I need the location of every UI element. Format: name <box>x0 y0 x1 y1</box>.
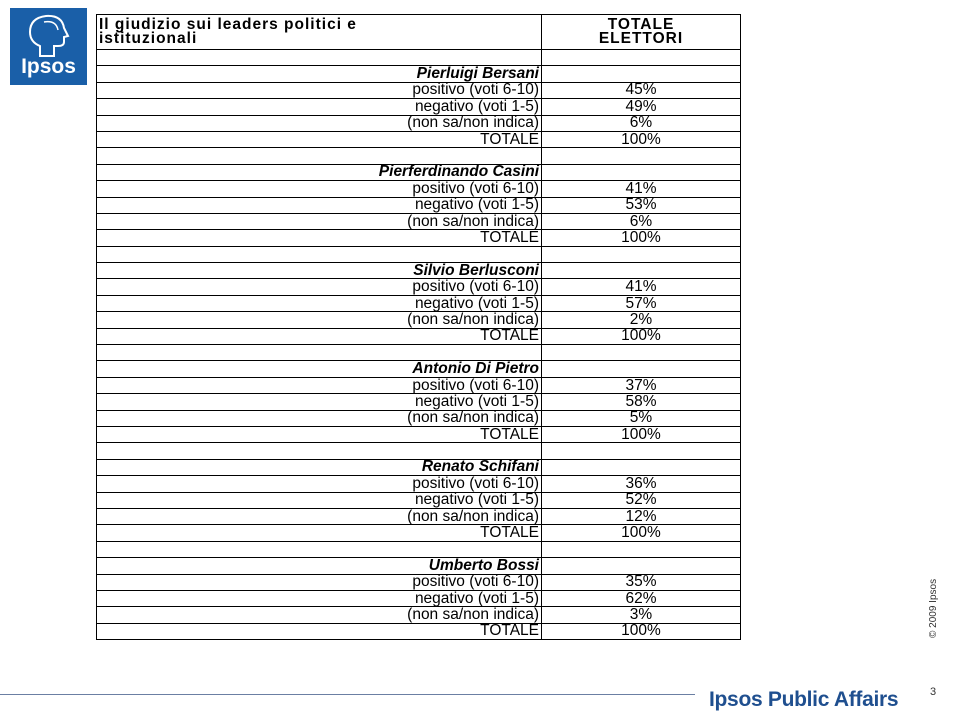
row-value: 41% <box>542 181 741 197</box>
row-label: TOTALE <box>97 623 542 639</box>
table-row <box>97 492 741 508</box>
table-row <box>97 607 741 623</box>
row-label: TOTALE <box>97 426 542 442</box>
table-row <box>97 623 741 639</box>
row-value: 35% <box>542 574 741 590</box>
leader-name: Antonio Di Pietro <box>97 361 542 377</box>
table-row <box>97 295 741 311</box>
empty-cell <box>542 541 741 557</box>
row-value: 100% <box>542 328 741 344</box>
footer-divider <box>0 694 695 695</box>
empty-cell <box>542 246 741 262</box>
row-value: 62% <box>542 590 741 606</box>
empty-cell <box>542 164 741 180</box>
column-header-line-1: TOTALE <box>607 16 675 33</box>
spacer-row <box>97 148 741 164</box>
leader-name: Renato Schifani <box>97 459 542 475</box>
empty-cell <box>97 148 542 164</box>
row-value: 57% <box>542 295 741 311</box>
row-label: (non sa/non indica) <box>97 607 542 623</box>
leader-name: Umberto Bossi <box>97 558 542 574</box>
row-label: positivo (voti 6-10) <box>97 574 542 590</box>
row-label: TOTALE <box>97 131 542 147</box>
table-row <box>97 426 741 442</box>
empty-cell <box>97 50 542 66</box>
table-row <box>97 476 741 492</box>
empty-cell <box>542 148 741 164</box>
leader-name-row <box>97 361 741 377</box>
table-row <box>97 181 741 197</box>
spacer-row <box>97 345 741 361</box>
table-title-line-1: Il giudizio sui leaders politici e <box>99 16 357 33</box>
column-header-line-2: ELETTORI <box>598 30 684 47</box>
table-row <box>97 115 741 131</box>
table-row <box>97 99 741 115</box>
row-label: TOTALE <box>97 328 542 344</box>
row-label: TOTALE <box>97 230 542 246</box>
table-title-line-2: istituzionali <box>99 30 198 47</box>
row-value: 100% <box>542 623 741 639</box>
spacer-row <box>97 443 741 459</box>
footer-brand: Ipsos Public Affairs <box>709 688 899 711</box>
column-header-total <box>542 15 741 50</box>
table-row <box>97 394 741 410</box>
spacer-row <box>97 50 741 66</box>
row-value: 6% <box>542 213 741 229</box>
leaders-judgment-table <box>96 14 741 640</box>
row-label: negativo (voti 1-5) <box>97 197 542 213</box>
row-label: (non sa/non indica) <box>97 410 542 426</box>
logo-text: Ipsos <box>21 55 76 78</box>
row-label: (non sa/non indica) <box>97 115 542 131</box>
table-row <box>97 213 741 229</box>
leader-name: Pierluigi Bersani <box>97 66 542 82</box>
row-value: 52% <box>542 492 741 508</box>
row-label: negativo (voti 1-5) <box>97 394 542 410</box>
table-row <box>97 197 741 213</box>
row-label: negativo (voti 1-5) <box>97 492 542 508</box>
page-number: 3 <box>930 686 937 698</box>
empty-cell <box>542 66 741 82</box>
row-label: (non sa/non indica) <box>97 213 542 229</box>
empty-cell <box>542 443 741 459</box>
row-value: 2% <box>542 312 741 328</box>
row-value: 37% <box>542 377 741 393</box>
leader-name-row <box>97 263 741 279</box>
empty-cell <box>97 541 542 557</box>
row-value: 58% <box>542 394 741 410</box>
table-row <box>97 131 741 147</box>
row-value: 6% <box>542 115 741 131</box>
table-row <box>97 377 741 393</box>
empty-cell <box>542 50 741 66</box>
table-row <box>97 525 741 541</box>
empty-cell <box>542 459 741 475</box>
table-row <box>97 279 741 295</box>
row-label: positivo (voti 6-10) <box>97 476 542 492</box>
leader-name: Pierferdinando Casini <box>97 164 542 180</box>
row-label: negativo (voti 1-5) <box>97 295 542 311</box>
table-row <box>97 328 741 344</box>
row-value: 49% <box>542 99 741 115</box>
table-row <box>97 312 741 328</box>
table-row <box>97 410 741 426</box>
empty-cell <box>542 361 741 377</box>
row-label: (non sa/non indica) <box>97 312 542 328</box>
row-value: 5% <box>542 410 741 426</box>
row-label: negativo (voti 1-5) <box>97 590 542 606</box>
leader-name-row <box>97 558 741 574</box>
empty-cell <box>97 246 542 262</box>
table-row <box>97 230 741 246</box>
empty-cell <box>542 558 741 574</box>
ipsos-head-icon <box>20 12 76 58</box>
row-label: positivo (voti 6-10) <box>97 377 542 393</box>
leader-name: Silvio Berlusconi <box>97 263 542 279</box>
leader-name-row <box>97 459 741 475</box>
table-title <box>97 15 542 50</box>
row-value: 100% <box>542 131 741 147</box>
row-label: negativo (voti 1-5) <box>97 99 542 115</box>
row-value: 41% <box>542 279 741 295</box>
table-header-row <box>97 15 741 50</box>
empty-cell <box>542 263 741 279</box>
row-label: positivo (voti 6-10) <box>97 181 542 197</box>
copyright-text: © 2009 Ipsos <box>928 578 939 638</box>
empty-cell <box>97 345 542 361</box>
leader-name-row <box>97 66 741 82</box>
row-value: 36% <box>542 476 741 492</box>
spacer-row <box>97 246 741 262</box>
row-value: 53% <box>542 197 741 213</box>
row-label: positivo (voti 6-10) <box>97 279 542 295</box>
row-label: (non sa/non indica) <box>97 508 542 524</box>
table-row <box>97 82 741 98</box>
empty-cell <box>542 345 741 361</box>
ipsos-logo <box>10 8 87 85</box>
row-value: 3% <box>542 607 741 623</box>
row-value: 100% <box>542 525 741 541</box>
leader-name-row <box>97 164 741 180</box>
table-row <box>97 574 741 590</box>
row-label: TOTALE <box>97 525 542 541</box>
row-value: 45% <box>542 82 741 98</box>
row-value: 12% <box>542 508 741 524</box>
table-row <box>97 590 741 606</box>
row-value: 100% <box>542 230 741 246</box>
empty-cell <box>97 443 542 459</box>
row-value: 100% <box>542 426 741 442</box>
table-row <box>97 508 741 524</box>
spacer-row <box>97 541 741 557</box>
row-label: positivo (voti 6-10) <box>97 82 542 98</box>
